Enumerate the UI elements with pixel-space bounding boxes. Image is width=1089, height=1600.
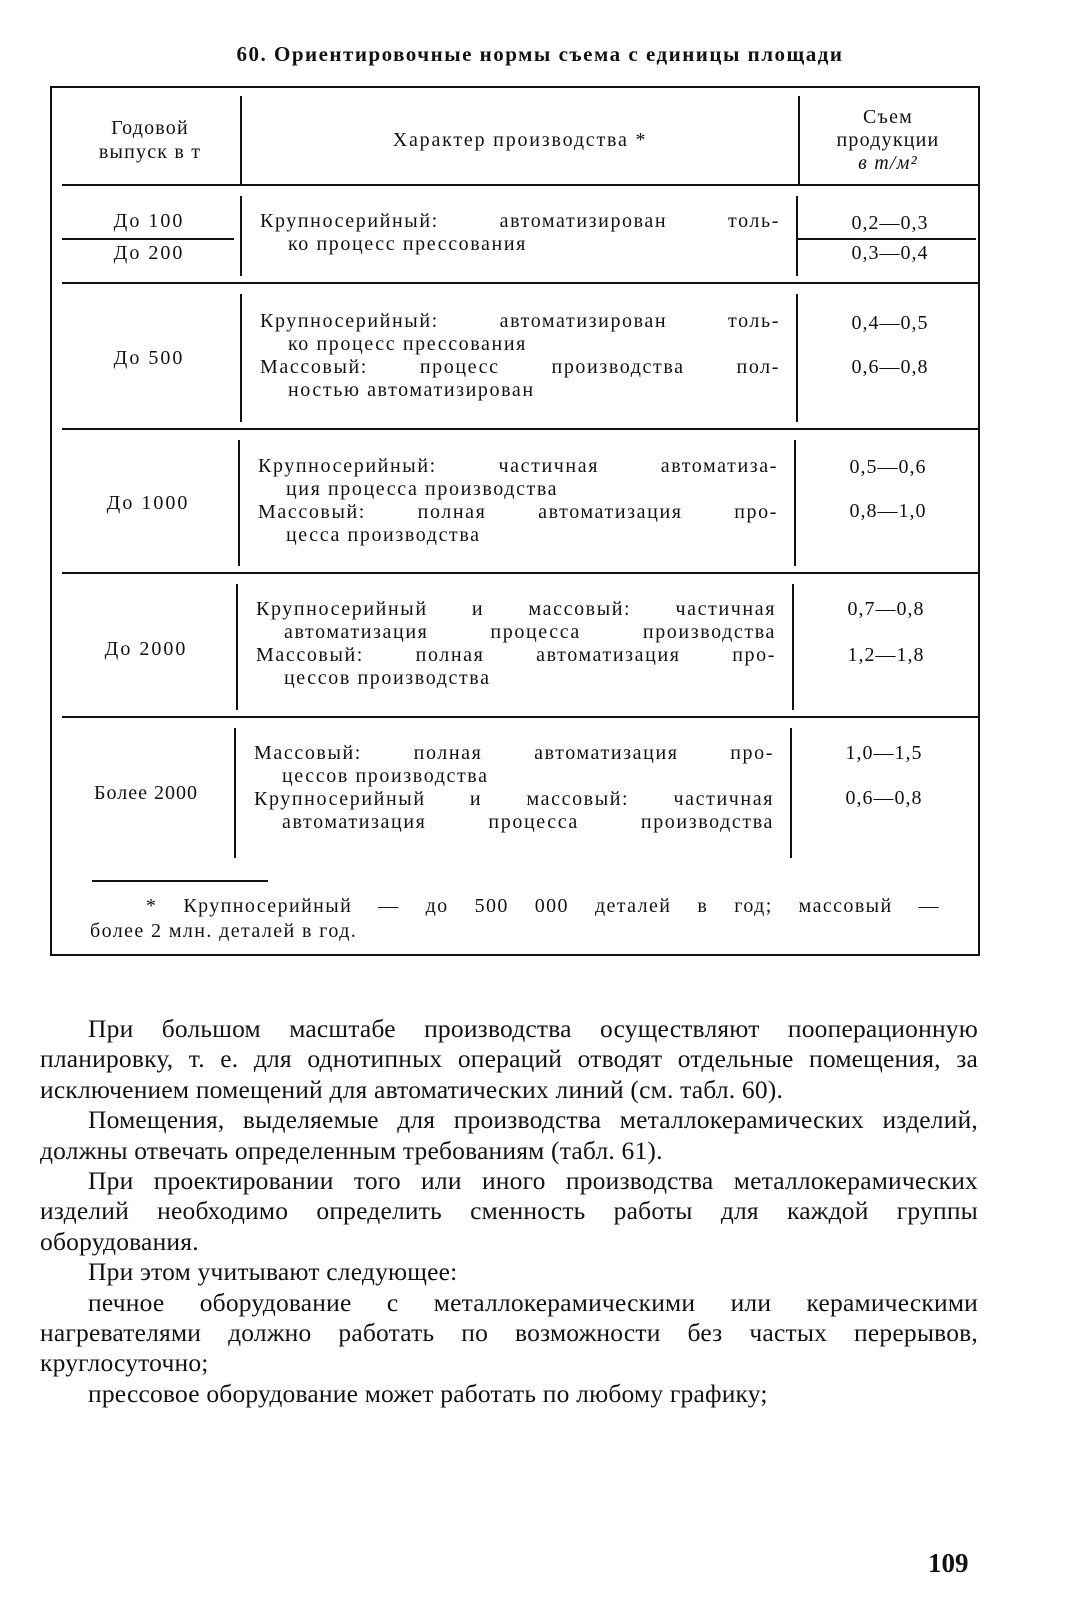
row-output: До 100 [113,209,185,232]
header-output-line: Съем [862,106,913,128]
row-description [258,455,778,547]
footnote-rule [92,880,268,882]
row-output: До 200 [113,241,185,264]
row-output: До 1000 [106,491,190,514]
body-paragraph: прессовое оборудование может работать по любому графику; [88,1378,768,1408]
column-divider [796,294,798,422]
column-divider [234,728,236,858]
body-paragraph: При проектировании того или иного производства металлокерамических изделий необходимо определить сменность работы для каждой группы оборудования. [40,1166,978,1256]
row-divider [62,572,978,574]
header-production-type: Характер производства * [392,129,648,151]
body-paragraph: Помещения, выделяемые для производства металлокерамических изделий, должны отвечать определенным требованиям (табл. 61). [40,1105,978,1165]
table-footnote [90,894,940,944]
description-line: цессов производства [284,667,491,689]
description-line: ко процесс прессования [288,333,527,355]
footnote-line: * Крупносерийный — до 500 000 деталей в год; массовый — [146,895,940,917]
description-line: автоматизация процесса производства [284,621,776,643]
row-description [254,742,774,834]
row-value: 0,7—0,8 [847,598,925,620]
description-line: ностью автоматизирован [288,379,535,401]
header-annual-output-line: Годовой [111,117,189,139]
row-divider [62,282,978,284]
row-value: 0,6—0,8 [845,787,923,809]
row-output: До 500 [113,346,185,369]
body-paragraph: печное оборудование с металлокерамическими или керамическими нагревателями должно работать по возможности без частых перерывов, круглосуточно; [40,1287,978,1378]
description-line: Крупносерийный: частичная автоматиза- [258,455,778,477]
table-title: 60. Ориентировочные нормы съема с единицы площади [236,42,844,66]
row-divider [62,428,978,430]
row-output: До 2000 [104,637,188,660]
page-number: 109 [928,1548,969,1578]
column-divider [236,584,238,710]
description-line: Массовый: полная автоматизация про- [258,501,778,523]
description-line: Крупносерийный: автоматизирован толь- [260,310,780,332]
row-value: 0,5—0,6 [849,456,927,478]
column-divider [240,294,242,422]
column-divider [240,96,242,186]
header-output-line: продукции [836,129,940,151]
header-output-line: в т/м² [858,152,918,174]
header-divider [62,184,978,186]
column-divider [794,440,796,566]
footnote-line: более 2 млн. деталей в год. [90,920,358,942]
row-description [260,310,780,402]
column-divider [796,196,798,276]
row-description [260,210,780,256]
subrow-divider [796,238,976,240]
body-text [40,1014,978,1409]
header-output-per-area [800,100,976,180]
description-line: Крупносерийный и массовый: частичная [254,788,774,810]
row-value: 0,6—0,8 [851,356,929,378]
description-line: Крупносерийный и массовый: частичная [256,598,776,620]
row-value: 0,3—0,4 [851,242,929,264]
row-value: 0,2—0,3 [851,212,929,234]
column-divider [792,584,794,710]
body-paragraph: При этом учитывают следующее: [88,1257,458,1287]
row-value: 1,2—1,8 [847,644,925,666]
description-line: автоматизация процесса производства [282,811,774,833]
description-line: цессов производства [282,765,489,787]
row-value: 1,0—1,5 [845,742,923,764]
header-annual-output-line: выпуск в т [98,141,202,163]
column-divider [790,728,792,858]
row-value: 0,4—0,5 [851,312,929,334]
row-divider [62,716,978,718]
description-line: Крупносерийный: автоматизирован толь- [260,210,780,232]
description-line: Массовый: полная автоматизация про- [254,742,774,764]
description-line: цесса производства [286,524,481,546]
row-description [256,598,776,690]
column-divider [240,196,242,276]
row-output: Более 2000 [94,781,198,804]
column-divider [238,440,240,566]
description-line: Массовый: процесс производства пол- [260,356,780,378]
description-line: ко процесс прессования [288,233,527,255]
body-paragraph: При большом масштабе производства осуществляют пооперационную планировку, т. е. для однотипных операций отводят отдельные помещения, за исключением помещений для автоматических линий (см. табл. 60). [40,1014,978,1104]
description-line: ция процесса производства [286,478,559,500]
row-value: 0,8—1,0 [849,500,927,522]
description-line: Массовый: полная автоматизация про- [256,644,776,666]
header-annual-output [62,104,238,176]
